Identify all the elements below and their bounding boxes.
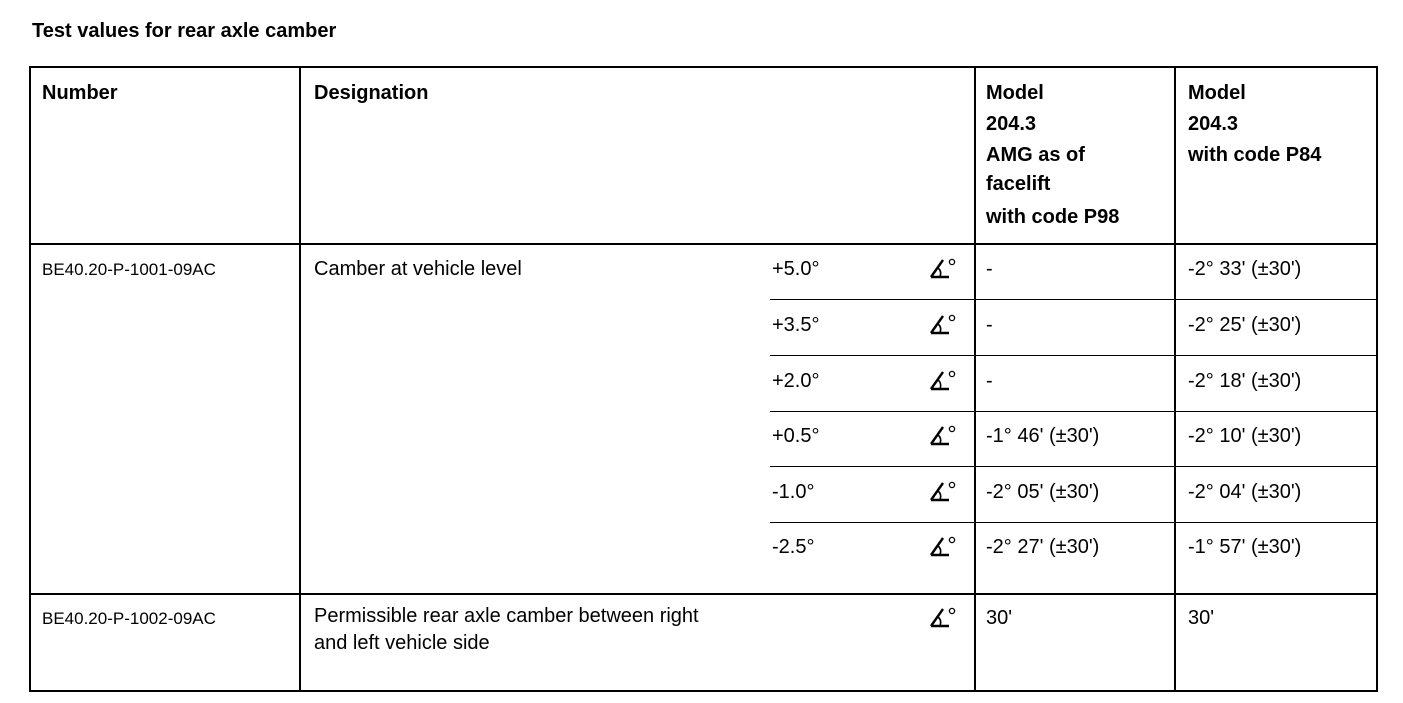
- header-number: Number: [42, 82, 118, 104]
- vehicle-level-value: -2.5°: [772, 536, 815, 558]
- row2-designation: Permissible rear axle camber between right and left vehicle side: [314, 605, 699, 654]
- camber-value-p84: -2° 25' (±30'): [1188, 314, 1302, 336]
- camber-value-p84: -1° 57' (±30'): [1188, 536, 1302, 558]
- header-model-p84: Model 204.3 with code P84: [1188, 82, 1322, 166]
- camber-table: [29, 66, 1378, 692]
- camber-value-p84: -2° 18' (±30'): [1188, 370, 1302, 392]
- angle-degree-icon: [929, 606, 957, 628]
- camber-value-amg: -: [986, 258, 993, 280]
- vehicle-level-value: +0.5°: [772, 425, 820, 447]
- angle-degree-icon: [929, 480, 957, 502]
- angle-degree-icon: [929, 369, 957, 391]
- vehicle-level-value: +2.0°: [772, 370, 820, 392]
- vehicle-level-value: +3.5°: [772, 314, 820, 336]
- row2-col4: 30': [1188, 607, 1215, 629]
- header-designation: Designation: [314, 82, 429, 104]
- camber-value-p84: -2° 33' (±30'): [1188, 258, 1302, 280]
- camber-value-amg: -2° 27' (±30'): [986, 536, 1100, 558]
- row2-number: BE40.20-P-1002-09AC: [42, 609, 216, 628]
- row1-designation: Camber at vehicle level: [314, 258, 522, 280]
- camber-value-amg: -2° 05' (±30'): [986, 481, 1100, 503]
- vehicle-level-value: -1.0°: [772, 481, 815, 503]
- angle-degree-icon: [929, 424, 957, 446]
- angle-degree-icon: [929, 535, 957, 557]
- camber-value-amg: -: [986, 314, 993, 336]
- row2-col3: 30': [986, 607, 1013, 629]
- vehicle-level-value: +5.0°: [772, 258, 820, 280]
- camber-value-p84: -2° 04' (±30'): [1188, 481, 1302, 503]
- camber-value-p84: -2° 10' (±30'): [1188, 425, 1302, 447]
- row1-number: BE40.20-P-1001-09AC: [42, 260, 216, 279]
- header-model-amg: Model 204.3 AMG as of facelift with code P98: [986, 82, 1120, 228]
- camber-value-amg: -: [986, 370, 993, 392]
- page-title: Test values for rear axle camber: [32, 20, 337, 42]
- camber-value-amg: -1° 46' (±30'): [986, 425, 1100, 447]
- angle-degree-icon: [929, 257, 957, 279]
- angle-degree-icon: [929, 313, 957, 335]
